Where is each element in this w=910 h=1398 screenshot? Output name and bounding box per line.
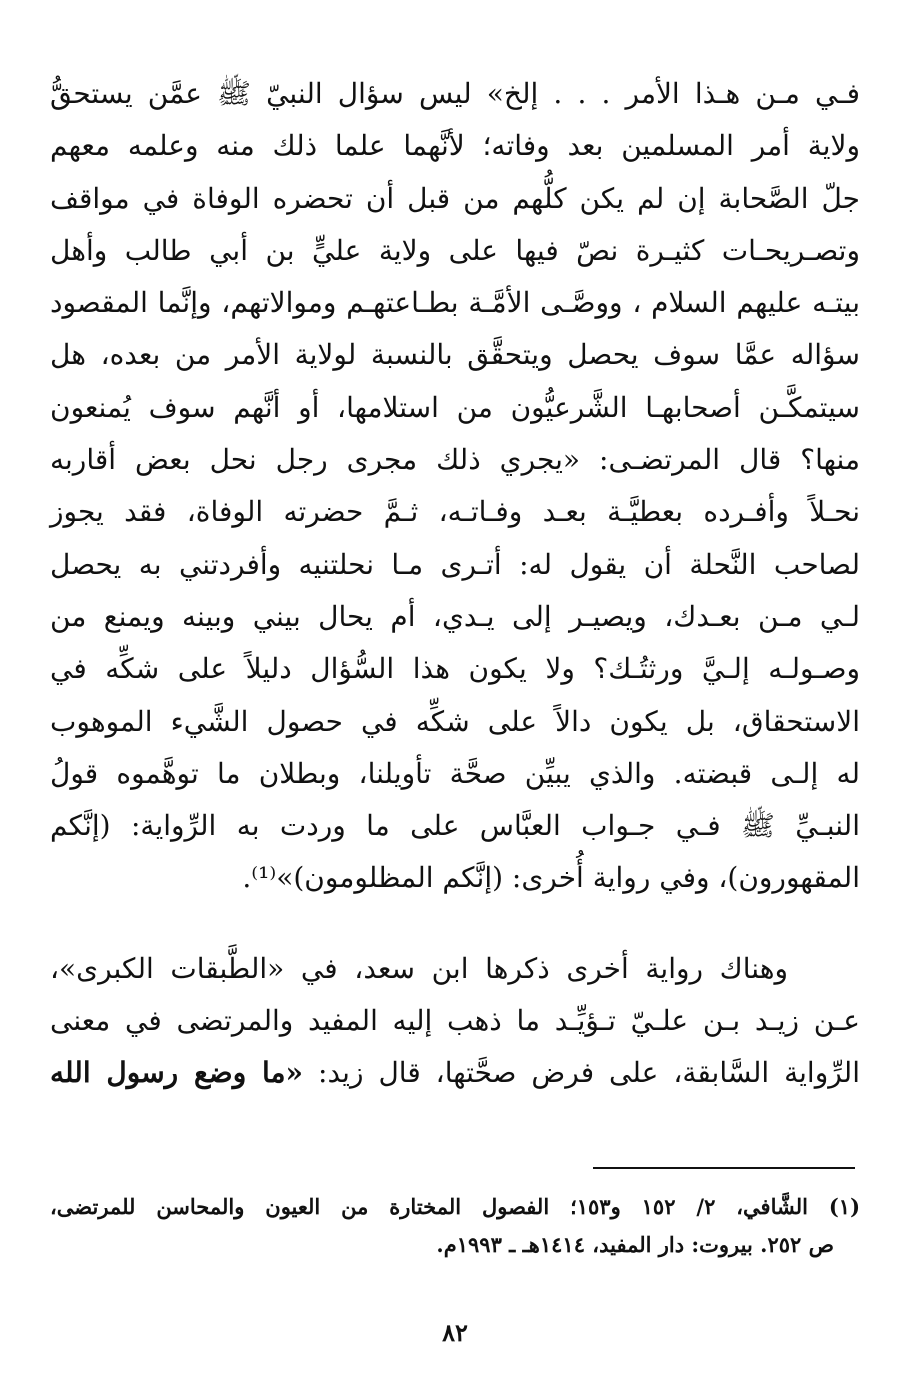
- text-line: نحـلاً وأفـرده بعطيَّـة بعـد وفـاتـه، ثـمَّ حضرته الوفاة، فقد يجوز: [50, 495, 860, 529]
- footnote-line: (١) الشَّافي، ٢/ ١٥٢ و١٥٣؛ الفصول المختارة من العيون والمحاسن للمرتضى،: [50, 1194, 860, 1219]
- text-line: وهناك رواية أخرى ذكرها ابن سعد، في «الطَّبقات الكبرى»،: [50, 951, 788, 985]
- text-line: [50, 1047, 860, 1099]
- text-line: منها؟ قال المرتضـى: «يجري ذلك مجرى رجل نحل بعض أقاربه: [50, 443, 860, 477]
- footnote: [50, 1188, 860, 1264]
- paragraph-2: [50, 943, 860, 1100]
- text-line: وصـولـه إلـيَّ ورثتُـك؟ ولا يكون هذا السُّؤال دليلاً على شكِّه في: [50, 652, 860, 686]
- paragraph-1: [50, 68, 860, 905]
- text-line: لـي مـن بعـدك، ويصيـر إلى يـدي، أم يحال بيني وبينه ويمنع من: [50, 599, 860, 633]
- main-text: [50, 68, 860, 1100]
- text-line: ولاية أمر المسلمين بعد وفاته؛ لأنَّهما علما ذلك منه وعلمه معهم: [50, 129, 860, 163]
- text-line: بيتـه عليهم السلام ، ووصَّـى الأمَّـة بطـاعتهـم وموالاتهم، وإنَّما المقصود: [50, 286, 860, 320]
- text-line: المقهورون)، وفي رواية أُخرى: (إنَّكم المظلومون)»⁽¹⁾.: [242, 861, 860, 895]
- text-line: وتصـريحـات كثيـرة نصّ فيها على ولاية عليٍّ بن أبي طالب وأهل: [50, 233, 860, 267]
- text-line: سؤاله عمَّا سوف يحصل ويتحقَّق بالنسبة لولاية الأمر من بعده، هل: [50, 338, 860, 372]
- text-line: جلّ الصَّحابة إن لم يكن كلُّهم من قبل أن تحضره الوفاة في مواقف: [50, 181, 860, 215]
- page-number: ٨٢: [442, 1318, 468, 1347]
- text-line: سيتمكَّـن أصحابهـا الشَّرعيُّون من استلامها، أو أنَّهم سوف يُمنعون: [50, 390, 860, 424]
- text-line: فـي مـن هـذا الأمر . . . إلخ» ليس سؤال النبيّ ﷺ عمَّن يستحقُّ: [50, 77, 860, 110]
- text-line: الاستحقاق، بل يكون دالاً على شكِّه في حصول الشَّيء الموهوب: [50, 704, 860, 738]
- footnote-line: ص ٢٥٢. بيروت: دار المفيد، ١٤١٤هـ ـ ١٩٩٣م.: [436, 1232, 834, 1257]
- quote-start-bold: «ما وضع رسول الله: [50, 1056, 304, 1090]
- text-segment: الرِّواية السَّابقة، على فرض صحَّتها، قال زيد:: [303, 1056, 860, 1090]
- text-line: عـن زيـد بـن علـيّ تـؤيِّـد ما ذهب إليه المفيد والمرتضى في معنى: [50, 1004, 860, 1038]
- text-line: النبـيِّ ﷺ فـي جـواب العبَّاس على ما وردت به الرِّواية: (إنَّكم: [50, 809, 860, 843]
- text-line: لصاحب النَّحلة أن يقول له: أتـرى مـا نحلتنيه وأفردتني به يحصل: [50, 547, 860, 581]
- footnote-divider: [593, 1167, 855, 1169]
- text-line: له إلـى قبضته. والذي يبيِّن صحَّة تأويلنا، وبطلان ما توهَّموه قولُ: [50, 756, 860, 790]
